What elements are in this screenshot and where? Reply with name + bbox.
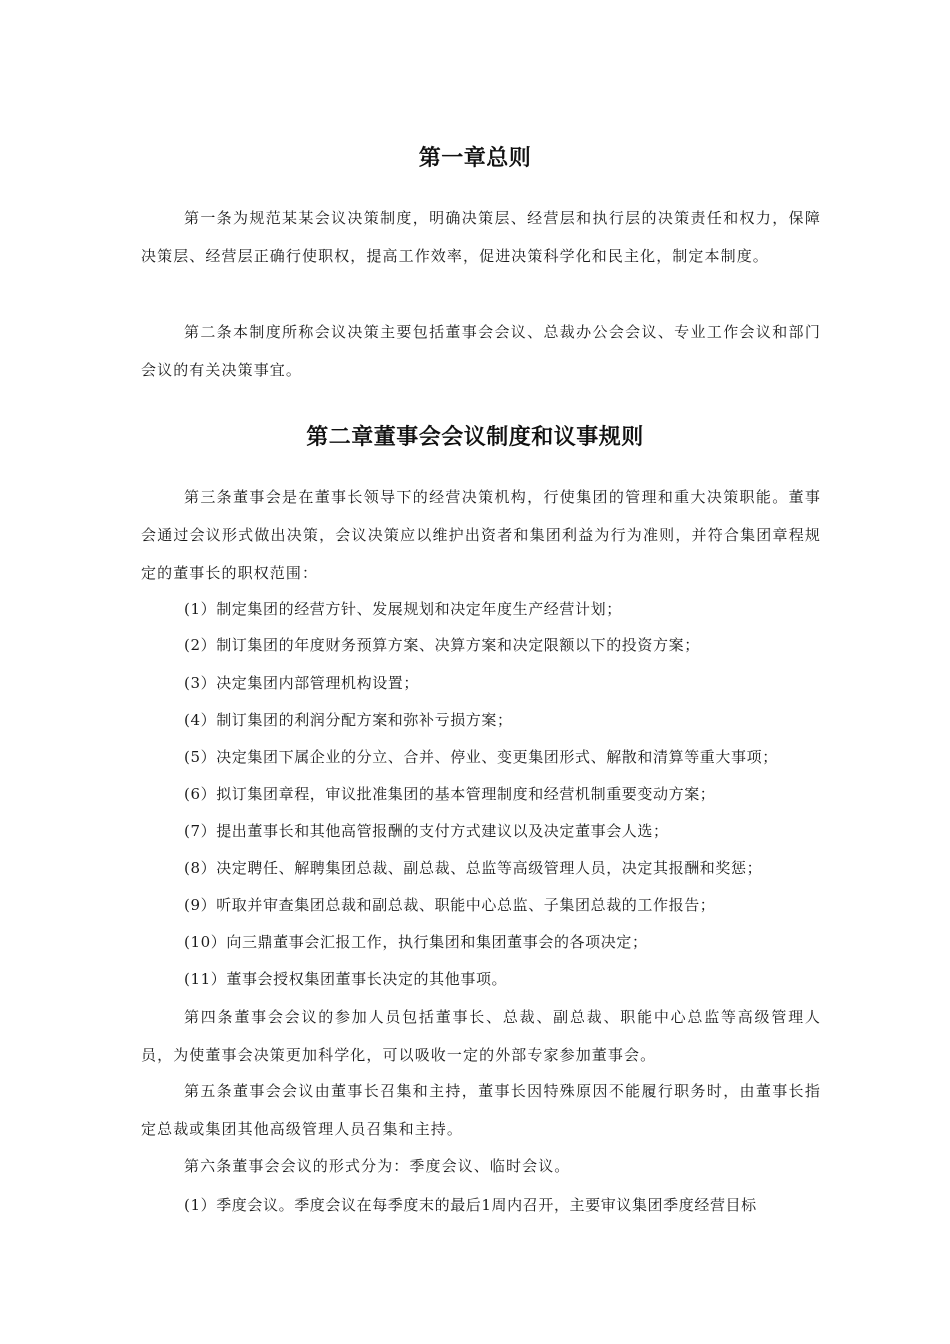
article-4: 第四条董事会会议的参加人员包括董事长、总裁、副总裁、职能中心总监等高级管理人员，为使董事会决策更加科学化，可以吸收一定的外部专家参加董事会。: [141, 1008, 821, 1064]
article-5: 第五条董事会会议由董事长召集和主持，董事长因特殊原因不能履行职务时，由董事长指定总裁或集团其他高级管理人员召集和主持。: [141, 1082, 821, 1138]
article-2: 第二条本制度所称会议决策主要包括董事会会议、总裁办公会会议、专业工作会议和部门会议的有关决策事宜。: [141, 323, 821, 379]
list-item: (4）制订集团的利润分配方案和弥补亏损方案；: [184, 711, 513, 729]
article-3: 第三条董事会是在董事长领导下的经营决策机构，行使集团的管理和重大决策职能。董事会通过会议形式做出决策，会议决策应以维护出资者和集团利益为行为准则，并符合集团章程规定的董事长的职权范围：: [141, 488, 821, 582]
article-6: 第六条董事会会议的形式分为：季度会议、临时会议。: [184, 1157, 571, 1175]
list-item: (1）季度会议。季度会议在每季度末的最后1周内召开，主要审议集团季度经营目标: [184, 1196, 757, 1214]
list-item: (7）提出董事长和其他高管报酬的支付方式建议以及决定董事会人选；: [184, 822, 669, 840]
chapter-1-title: 第一章总则: [418, 146, 532, 171]
list-item: (5）决定集团下属企业的分立、合并、停业、变更集团形式、解散和清算等重大事项；: [184, 748, 778, 766]
chapter-2-title: 第二章董事会会议制度和议事规则: [306, 425, 644, 450]
list-item: (2）制订集团的年度财务预算方案、决算方案和决定限额以下的投资方案；: [184, 636, 700, 654]
list-item: (11）董事会授权集团董事长决定的其他事项。: [184, 970, 508, 988]
list-item: (3）决定集团内部管理机构设置；: [184, 674, 419, 692]
list-item: (6）拟订集团章程，审议批准集团的基本管理制度和经营机制重要变动方案；: [184, 785, 716, 803]
list-item: (1）制定集团的经营方针、发展规划和决定年度生产经营计划；: [184, 600, 622, 618]
article-1: 第一条为规范某某会议决策制度，明确决策层、经营层和执行层的决策责任和权力，保障决策层、经营层正确行使职权，提高工作效率，促进决策科学化和民主化，制定本制度。: [141, 209, 821, 265]
list-item: (8）决定聘任、解聘集团总裁、副总裁、总监等高级管理人员，决定其报酬和奖惩；: [184, 859, 763, 877]
list-item: (9）听取并审查集团总裁和副总裁、职能中心总监、子集团总裁的工作报告；: [184, 896, 716, 914]
list-item: (10）向三鼎董事会汇报工作，执行集团和集团董事会的各项决定；: [184, 933, 648, 951]
